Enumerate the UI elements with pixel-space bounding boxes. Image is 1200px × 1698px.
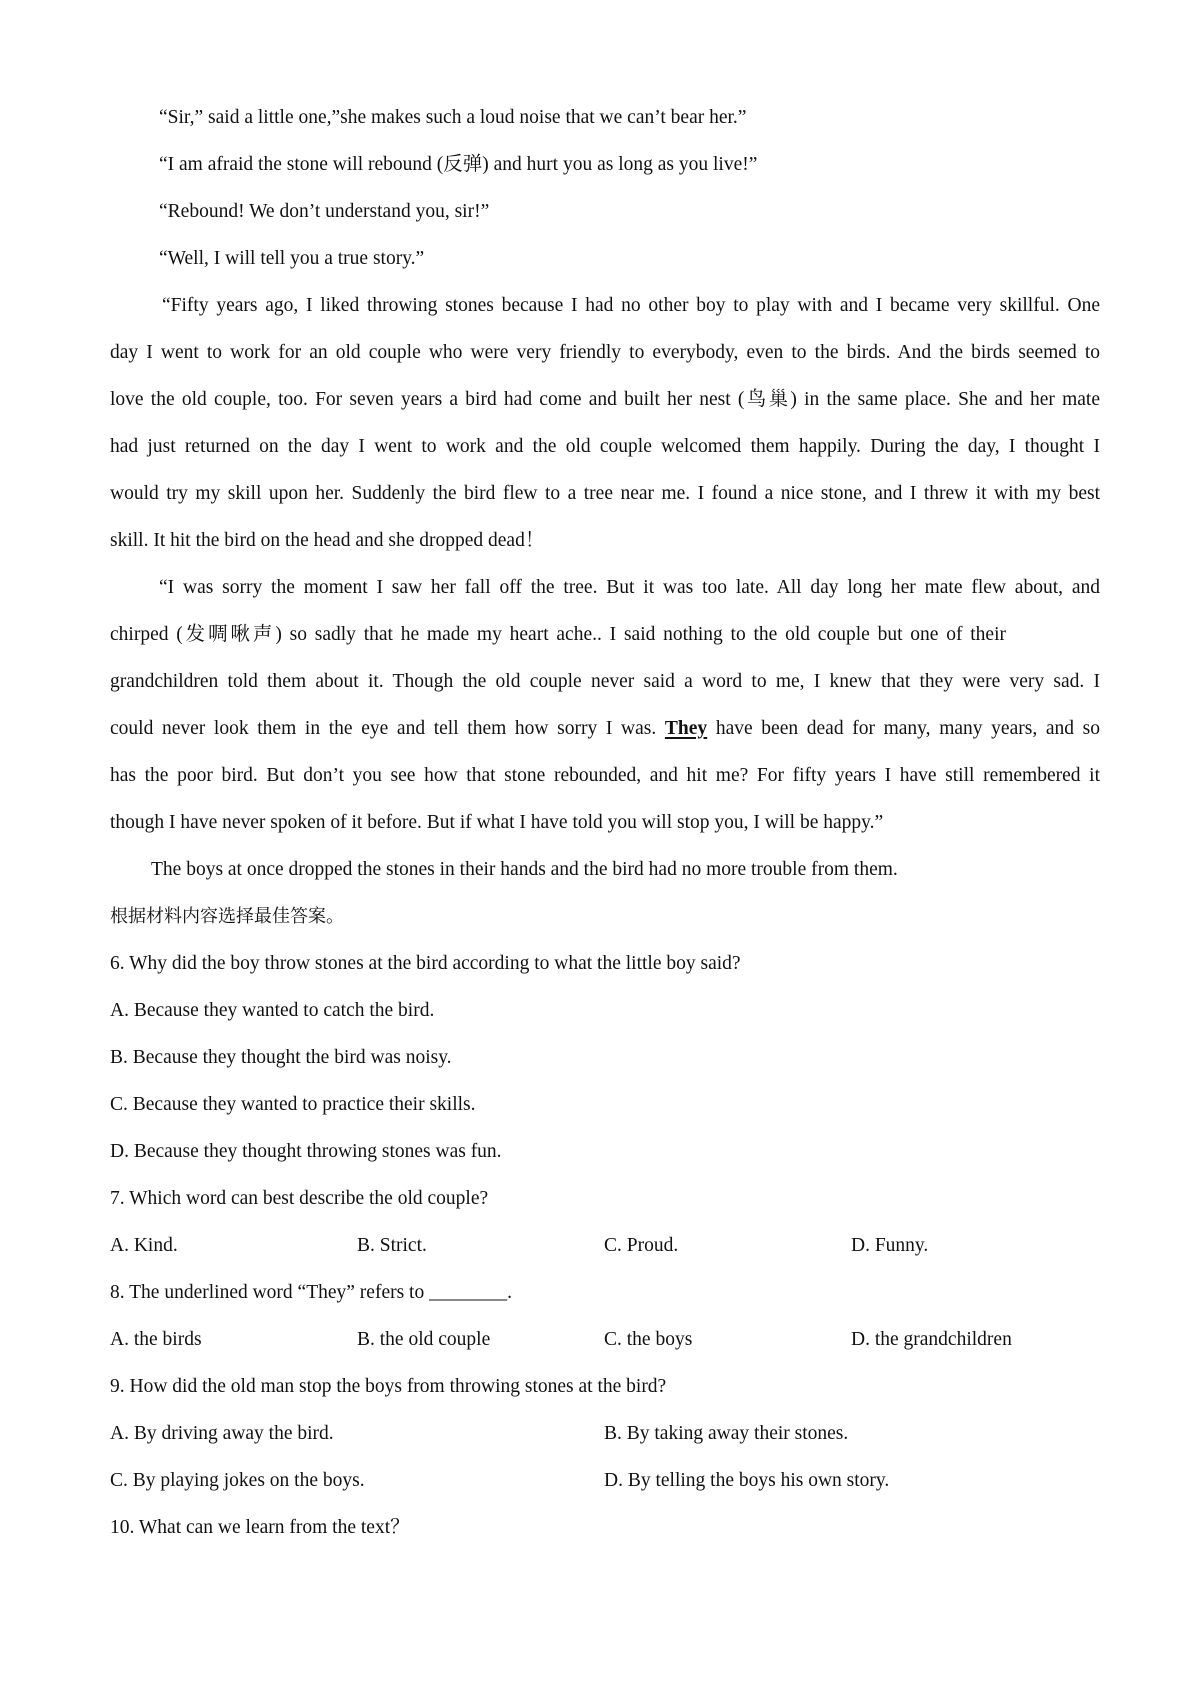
passage-paragraph-6-line-1: “I was sorry the moment I saw her fall off the tree. But it was too late. All day long her mate flew about, and (159, 577, 1100, 598)
passage-paragraph-7: The boys at once dropped the stones in their hands and the bird had no more trouble from them. (151, 859, 898, 880)
passage-paragraph-6-line-3: grandchildren told them about it. Though the old couple never said a word to me, I knew that they were very sad. I (110, 671, 1100, 692)
question-9-option-c[interactable]: C. By playing jokes on the boys. (110, 1470, 365, 1491)
question-8-stem: 8. The underlined word “They” refers to ________. (110, 1282, 512, 1303)
passage-paragraph-1: “Sir,” said a little one,”she makes such a loud noise that we can’t bear her.” (159, 107, 747, 128)
underlined-word-they: They (664, 718, 708, 739)
passage-paragraph-5-line-2: day I went to work for an old couple who were very friendly to everybody, even to the birds. And the birds seemed to (110, 342, 1100, 363)
passage-paragraph-5-line-4: had just returned on the day I went to work and the old couple welcomed them happily. During the day, I thought I (110, 436, 1100, 457)
question-6-option-b[interactable]: B. Because they thought the bird was noisy. (110, 1047, 452, 1068)
passage-paragraph-6-line-6: though I have never spoken of it before. But if what I have told you will stop you, I will be happy.” (110, 812, 884, 833)
passage-paragraph-5-line-5: would try my skill upon her. Suddenly the bird flew to a tree near me. I found a nice stone, and I threw it with my best (110, 483, 1100, 504)
instruction-text: 根据材料内容选择最佳答案。 (110, 906, 344, 927)
question-6-option-d[interactable]: D. Because they thought throwing stones was fun. (110, 1141, 502, 1162)
question-8-option-d[interactable]: D. the grandchildren (851, 1329, 1012, 1350)
passage-text: have been dead for many, many years, and so (715, 718, 1100, 739)
passage-paragraph-6-line-2: chirped (发啁啾声) so sadly that he made my heart ache.. I said nothing to the old couple but one of their (110, 624, 1006, 645)
question-7-stem: 7. Which word can best describe the old couple? (110, 1188, 489, 1209)
question-9-option-b[interactable]: B. By taking away their stones. (604, 1423, 849, 1444)
passage-paragraph-2: “I am afraid the stone will rebound (反弹) and hurt you as long as you live!” (159, 154, 758, 175)
question-8-option-a[interactable]: A. the birds (110, 1329, 202, 1350)
question-7-option-d[interactable]: D. Funny. (851, 1235, 929, 1256)
question-7-option-b[interactable]: B. Strict. (357, 1235, 427, 1256)
passage-paragraph-6-line-5: has the poor bird. But don’t you see how that stone rebounded, and hit me? For fifty years I have still remembered it (110, 765, 1100, 786)
question-10-stem: 10. What can we learn from the text？ (110, 1517, 410, 1538)
passage-paragraph-3: “Rebound! We don’t understand you, sir!” (159, 201, 490, 222)
passage-text: could never look them in the eye and tell them how sorry I was. (110, 718, 657, 739)
question-8-option-b[interactable]: B. the old couple (357, 1329, 491, 1350)
question-9-option-d[interactable]: D. By telling the boys his own story. (604, 1470, 890, 1491)
passage-paragraph-4: “Well, I will tell you a true story.” (159, 248, 425, 269)
question-8-option-c[interactable]: C. the boys (604, 1329, 693, 1350)
passage-paragraph-5-line-6: skill. It hit the bird on the head and she dropped dead！ (110, 530, 545, 551)
question-6-stem: 6. Why did the boy throw stones at the bird according to what the little boy said? (110, 953, 741, 974)
passage-paragraph-5-line-3: love the old couple, too. For seven years a bird had come and built her nest (鸟巢) in the same place. She and her mate (110, 389, 1100, 410)
passage-paragraph-5-line-1: “Fifty years ago, I liked throwing stones because I had no other boy to play with and I became very skillful. One (162, 295, 1100, 316)
question-6-option-a[interactable]: A. Because they wanted to catch the bird. (110, 1000, 435, 1021)
question-7-option-c[interactable]: C. Proud. (604, 1235, 679, 1256)
question-7-option-a[interactable]: A. Kind. (110, 1235, 178, 1256)
passage-paragraph-6-line-4 (110, 716, 1100, 742)
question-9-option-a[interactable]: A. By driving away the bird. (110, 1423, 334, 1444)
question-6-option-c[interactable]: C. Because they wanted to practice their skills. (110, 1094, 476, 1115)
question-9-stem: 9. How did the old man stop the boys from throwing stones at the bird? (110, 1376, 667, 1397)
